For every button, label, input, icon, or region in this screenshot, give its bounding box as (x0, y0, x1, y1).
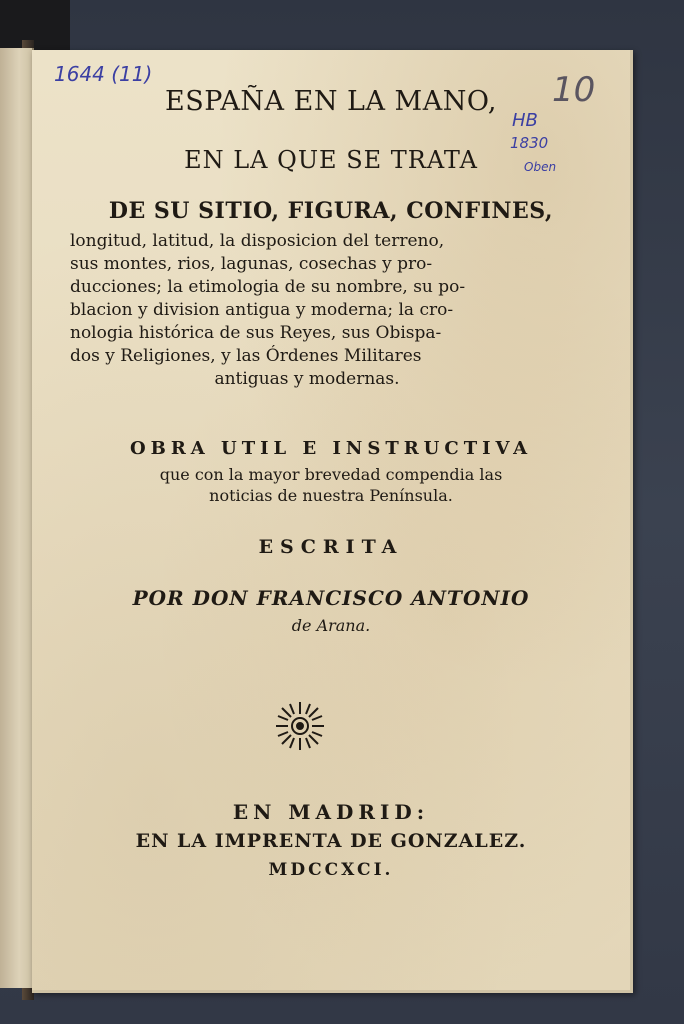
work-heading: OBRA UTIL E INSTRUCTIVA (129, 438, 533, 459)
handwritten-page-number: 10 (552, 70, 596, 110)
author-name: POR DON FRANCISCO ANTONIO (132, 586, 530, 610)
imprint-city: EN MADRID: (232, 800, 430, 824)
description-block (70, 230, 544, 391)
work-subtitle-line-1: que con la mayor brevedad compendia las (159, 465, 503, 484)
handwritten-note-1: HB (512, 110, 538, 131)
description-line: blacion y division antigua y moderna; la cro- (70, 300, 454, 320)
title-line-3: DE SU SITIO, FIGURA, CONFINES, (108, 198, 554, 224)
description-line: sus montes, rios, lagunas, cosechas y pro- (70, 254, 433, 274)
facing-page-edge (0, 48, 34, 988)
description-line: antiguas y modernas. (214, 369, 400, 389)
description-line: longitud, latitud, la disposicion del terreno, (70, 231, 445, 251)
imprint-press: EN LA IMPRENTA DE GONZALEZ. (135, 830, 527, 852)
handwritten-note-3: Oben (524, 160, 557, 174)
title-page (32, 50, 633, 993)
handwritten-shelfmark: 1644 (11) (54, 62, 153, 86)
printer-ornament-icon (272, 698, 328, 754)
author-surname: de Arana. (291, 616, 371, 635)
handwritten-note-2: 1830 (510, 134, 549, 152)
title-line-2: EN LA QUE SE TRATA (184, 146, 478, 174)
description-line: dos y Religiones, y las Órdenes Militares (70, 346, 422, 366)
work-subtitle-line-2: noticias de nuestra Península. (209, 486, 453, 505)
description-line: ducciones; la etimologia de su nombre, su po- (70, 277, 466, 297)
title-line-1: ESPAÑA EN LA MANO, (165, 86, 497, 117)
imprint-year: MDCCXCI. (268, 860, 394, 880)
description-line: nologia histórica de sus Reyes, sus Obispa- (70, 323, 442, 343)
escrita-label: ESCRITA (258, 536, 404, 558)
work-subtitle (32, 464, 630, 506)
